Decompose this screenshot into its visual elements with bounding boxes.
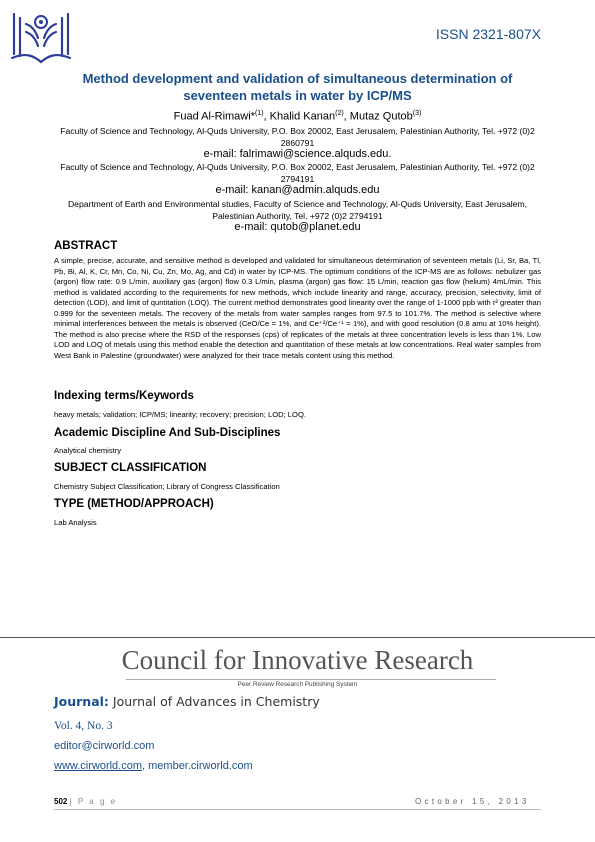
journal-name: Journal of Advances in Chemistry [112, 694, 320, 709]
member-site-link[interactable]: , member.cirworld.com [142, 760, 253, 772]
affiliation: Faculty of Science and Technology, Al-Quds University, P.O. Box 20002, East Jerusalem, Palestinian Authority, Tel. +972 (0)2 2860791 [60, 126, 535, 148]
website-link[interactable]: www.cirworld.com [54, 760, 143, 772]
author-affiliation-marker: (2) [335, 110, 344, 117]
author-affiliation-marker: (3) [412, 110, 422, 117]
editor-email-link[interactable]: editor@cirworld.com [54, 740, 155, 752]
section-heading-type: TYPE (METHOD/APPROACH) [54, 498, 214, 510]
issn-label: ISSN 2321-807X [435, 26, 541, 42]
section-heading-keywords: Indexing terms/Keywords [54, 390, 194, 402]
footer-divider [54, 809, 541, 810]
page-label: | P a g e [69, 797, 118, 806]
paper-title: Method development and validation of simultaneous determination of seventeen metals in water by ICP/MS [82, 71, 513, 103]
type-text: Lab Analysis [54, 518, 97, 527]
author-email: e-mail: qutob@planet.edu [234, 221, 361, 233]
subject-text: Chemistry Subject Classification; Library of Congress Classification [54, 482, 280, 491]
page-number: 502 [54, 797, 68, 806]
keywords-text: heavy metals; validation; ICP/MS; linearity; recovery; precision; LOD; LOQ. [54, 410, 306, 419]
website-links [54, 760, 253, 772]
book-logo-icon [8, 4, 74, 66]
author-name: Fuad Al-Rimawi* [173, 110, 255, 123]
discipline-text: Analytical chemistry [54, 446, 122, 455]
author-name: Khalid Kanan [269, 110, 336, 123]
journal-label: Journal: [54, 694, 109, 709]
journal-line [54, 694, 320, 709]
affiliation: Faculty of Science and Technology, Al-Quds University, P.O. Box 20002, East Jerusalem, Palestinian Authority, Tel. +972 (0)2 2794191 [60, 162, 535, 184]
author-affiliation-marker: (1) [254, 110, 264, 117]
affiliation: Department of Earth and Environmental studies, Faculty of Science and Technology, Al-Quds University, East Jerusalem, Palestinian Authority, Tel. +972 (0)2 2794191 [67, 199, 528, 221]
page-number-block [54, 797, 117, 806]
peer-review-tagline: Peer Review Research Publishing System [237, 681, 358, 688]
publication-date: October 15, 2013 [415, 797, 530, 806]
author-email: e-mail: kanan@admin.alquds.edu [215, 184, 380, 196]
section-heading-abstract: ABSTRACT [54, 240, 118, 252]
publisher-underline [126, 679, 496, 680]
publisher-name: Council for Innovative Research [121, 645, 474, 675]
volume-issue: Vol. 4, No. 3 [54, 720, 113, 732]
section-heading-discipline: Academic Discipline And Sub-Disciplines [54, 427, 281, 439]
abstract-text: A simple, precise, accurate, and sensitive method is developed and validated for simultaneous determination of seventeen metals (Li, Sr, Ba, Tl, Pb, Bi, Al, K, Cr, Mn, Co, Ni, Cu, Zn, Mo, Ag, and Cd) in water by ICP-MS. The optimum conditions of the ICP-MS are as follows: nebulizer gas (argon) flow rate: 0.9 L/min, auxiliary gas (argon) flow 0.3 L/min, plasma (argon) gas flow: 15 L/min, reaction gas flow (helium) 4mL/min. This method is validated according to the requirements for new methods, which include linearity and range, accuracy, precision, selectivity, limit of detection (LOD), and limit of quntitation (LOQ). The current method demonstrates good linearity over the range of 1-1000 ppb with r² greater than 0.999 for the seventeen metals. The recovery of the metals from water samples ranges from 97.5 to 101.7%. The method is selective where minimal interferences between the metals is observed (CeO/Ce = 1%, and Ce⁺²/Ce⁺¹ = 1%), and with good resolution (0.8 amu at 10% height). The method is also precise where the RSD of the responses (cps) of replicates of the metals at three concentration levels is less than 1%. Low LOD and LOQ of metals using this method enable the detection and quantitation of these metals at low concentrations. Real water samples from West Bank in Palestine (groundwater) were analyzed for their trace metals content using this method. [54, 256, 541, 360]
author-email: e-mail: falrimawi@science.alquds.edu. [203, 148, 392, 160]
author-list: Fuad Al-Rimawi*$^{(1)}$, Khalid Kanan$^{(2)}$, Mutaz Qutob$^{(3)}$ [173, 110, 422, 123]
author-name: Mutaz Qutob [349, 110, 413, 123]
section-heading-subject: SUBJECT CLASSIFICATION [54, 462, 207, 474]
section-divider [0, 637, 595, 638]
